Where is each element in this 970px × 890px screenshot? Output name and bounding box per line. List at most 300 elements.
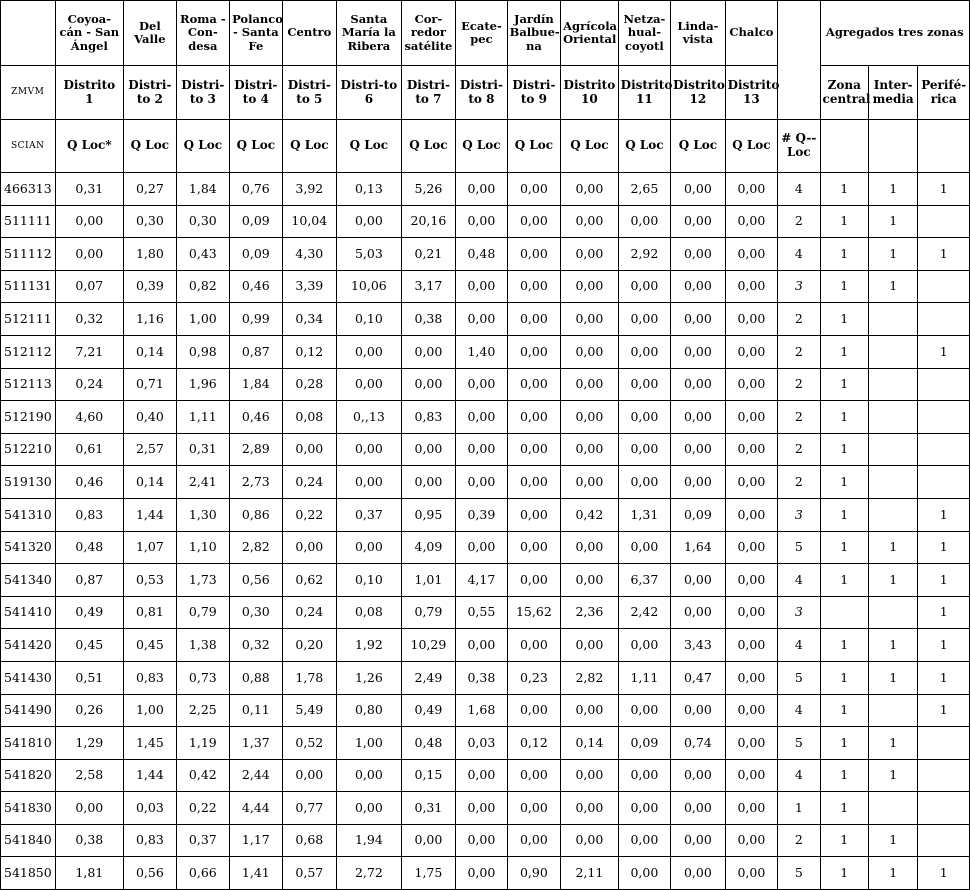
header-row-zones bbox=[1, 1, 970, 66]
aggregate-column-header: Inter-media bbox=[868, 66, 917, 120]
qloc-value: 0,76 bbox=[230, 173, 282, 206]
qloc-value: 0,00 bbox=[507, 531, 560, 564]
qloc-value: 0,38 bbox=[456, 661, 507, 694]
qloc-count: 2 bbox=[778, 303, 820, 336]
table-row bbox=[1, 759, 970, 792]
qloc-header: Q Loc bbox=[401, 120, 456, 173]
zone-flag: 1 bbox=[820, 792, 868, 825]
qloc-value: 0,31 bbox=[176, 433, 229, 466]
qloc-value: 0,00 bbox=[282, 531, 337, 564]
scian-code: 519130 bbox=[1, 466, 56, 499]
qloc-value: 0,00 bbox=[561, 335, 619, 368]
zone-flag: 1 bbox=[820, 857, 868, 890]
qloc-value: 0,00 bbox=[618, 792, 670, 825]
qloc-value: 1,75 bbox=[401, 857, 456, 890]
qloc-value: 0,00 bbox=[618, 694, 670, 727]
qloc-value: 1,68 bbox=[456, 694, 507, 727]
qloc-value: 0,00 bbox=[671, 466, 726, 499]
qloc-count: 4 bbox=[778, 694, 820, 727]
qloc-value: 0,00 bbox=[618, 629, 670, 662]
qloc-value: 0,00 bbox=[456, 205, 507, 238]
zone-flag: 1 bbox=[918, 857, 970, 890]
qloc-value: 0,00 bbox=[725, 759, 777, 792]
district-header: Distri-to 5 bbox=[282, 66, 337, 120]
qloc-value: 0,00 bbox=[401, 335, 456, 368]
qloc-value: 0,00 bbox=[725, 727, 777, 760]
zone-flag: 1 bbox=[820, 466, 868, 499]
qloc-count: 2 bbox=[778, 205, 820, 238]
qloc-value: 0,15 bbox=[401, 759, 456, 792]
qloc-value: 1,92 bbox=[337, 629, 402, 662]
qloc-value: 1,29 bbox=[55, 727, 124, 760]
zone-flag: 1 bbox=[820, 270, 868, 303]
scian-code: 541430 bbox=[1, 661, 56, 694]
zone-flag bbox=[918, 270, 970, 303]
qloc-value: 0,00 bbox=[507, 824, 560, 857]
qloc-value: 0,00 bbox=[671, 173, 726, 206]
table-row bbox=[1, 335, 970, 368]
qloc-header: Q Loc bbox=[507, 120, 560, 173]
zone-flag: 1 bbox=[820, 694, 868, 727]
qloc-value: 1,31 bbox=[618, 498, 670, 531]
district-header: Distrito 1 bbox=[55, 66, 124, 120]
qloc-value: 0,46 bbox=[230, 270, 282, 303]
qloc-value: 0,73 bbox=[176, 661, 229, 694]
table-row bbox=[1, 303, 970, 336]
qloc-count: 4 bbox=[778, 564, 820, 597]
qloc-value: 0,21 bbox=[401, 238, 456, 271]
qloc-count: 2 bbox=[778, 368, 820, 401]
aggregate-column-header: Zona central bbox=[820, 66, 868, 120]
qloc-value: 0,00 bbox=[671, 368, 726, 401]
zone-flag bbox=[918, 792, 970, 825]
qloc-value: 0,87 bbox=[230, 335, 282, 368]
qloc-value: 0,68 bbox=[282, 824, 337, 857]
qloc-count: 4 bbox=[778, 629, 820, 662]
qloc-value: 0,57 bbox=[282, 857, 337, 890]
qloc-value: 0,00 bbox=[456, 629, 507, 662]
qloc-value: 0,09 bbox=[618, 727, 670, 760]
scian-code: 541820 bbox=[1, 759, 56, 792]
qloc-value: 0,79 bbox=[401, 596, 456, 629]
table-row bbox=[1, 694, 970, 727]
zone-flag: 1 bbox=[868, 205, 917, 238]
qloc-count: 3 bbox=[778, 270, 820, 303]
qloc-value: 0,10 bbox=[337, 564, 402, 597]
qloc-value: 0,00 bbox=[618, 466, 670, 499]
qloc-value: 0,00 bbox=[561, 238, 619, 271]
qloc-value: 0,00 bbox=[456, 759, 507, 792]
qloc-value: 2,92 bbox=[618, 238, 670, 271]
qloc-value: 0,09 bbox=[230, 238, 282, 271]
qloc-value: 0,49 bbox=[55, 596, 124, 629]
qloc-value: 1,73 bbox=[176, 564, 229, 597]
qloc-value: 0,38 bbox=[55, 824, 124, 857]
zone-flag: 1 bbox=[820, 368, 868, 401]
qloc-value: 0,66 bbox=[176, 857, 229, 890]
qloc-value: 0,00 bbox=[456, 824, 507, 857]
qloc-value: 0,00 bbox=[507, 498, 560, 531]
qloc-value: 7,21 bbox=[55, 335, 124, 368]
qloc-value: 2,58 bbox=[55, 759, 124, 792]
qloc-value: 4,09 bbox=[401, 531, 456, 564]
qloc-value: 0,00 bbox=[618, 335, 670, 368]
qloc-value: 2,89 bbox=[230, 433, 282, 466]
zone-flag: 1 bbox=[820, 238, 868, 271]
qloc-value: 0,81 bbox=[124, 596, 176, 629]
qloc-value: 1,19 bbox=[176, 727, 229, 760]
qloc-value: 0,31 bbox=[55, 173, 124, 206]
zone-flag: 1 bbox=[820, 205, 868, 238]
qloc-header: Q Loc* bbox=[55, 120, 124, 173]
qloc-value: 0,80 bbox=[337, 694, 402, 727]
qloc-value: 0,30 bbox=[230, 596, 282, 629]
district-header: Distri-to 2 bbox=[124, 66, 176, 120]
qloc-value: 0,00 bbox=[507, 270, 560, 303]
qloc-value: 2,25 bbox=[176, 694, 229, 727]
table-row bbox=[1, 661, 970, 694]
qloc-value: 1,44 bbox=[124, 498, 176, 531]
qloc-value: 0,00 bbox=[725, 466, 777, 499]
district-header: Distri-to 3 bbox=[176, 66, 229, 120]
qloc-header: Q Loc bbox=[230, 120, 282, 173]
qloc-value: 0,34 bbox=[282, 303, 337, 336]
table-row bbox=[1, 824, 970, 857]
qloc-value: 0,00 bbox=[618, 759, 670, 792]
qloc-value: 0,00 bbox=[725, 205, 777, 238]
district-header: Distrito 12 bbox=[671, 66, 726, 120]
qloc-value: 0,00 bbox=[725, 335, 777, 368]
qloc-value: 0,00 bbox=[618, 433, 670, 466]
qloc-value: 0,11 bbox=[230, 694, 282, 727]
qloc-value: 10,04 bbox=[282, 205, 337, 238]
header-row-districts bbox=[1, 66, 970, 120]
qloc-header: Q Loc bbox=[671, 120, 726, 173]
qloc-value: 0,00 bbox=[507, 792, 560, 825]
qloc-value: 0,00 bbox=[671, 596, 726, 629]
qloc-value: 10,06 bbox=[337, 270, 402, 303]
qloc-value: 0,24 bbox=[282, 466, 337, 499]
qloc-value: 0,87 bbox=[55, 564, 124, 597]
qloc-value: 2,82 bbox=[230, 531, 282, 564]
qloc-value: 0,12 bbox=[282, 335, 337, 368]
qloc-value: 0,00 bbox=[725, 401, 777, 434]
table-row bbox=[1, 857, 970, 890]
qloc-value: 0,10 bbox=[337, 303, 402, 336]
qloc-value: 0,00 bbox=[337, 792, 402, 825]
qloc-value: 1,11 bbox=[176, 401, 229, 434]
qloc-value: 1,40 bbox=[456, 335, 507, 368]
header-row-qloc bbox=[1, 120, 970, 173]
zone-header: Cor-redor satélite bbox=[401, 1, 456, 66]
aggregate-blank-header bbox=[918, 120, 970, 173]
qloc-value: 0,52 bbox=[282, 727, 337, 760]
zone-flag bbox=[918, 205, 970, 238]
qloc-value: 0,00 bbox=[725, 661, 777, 694]
aggregate-blank-header bbox=[868, 120, 917, 173]
qloc-value: 0,40 bbox=[124, 401, 176, 434]
scian-code: 466313 bbox=[1, 173, 56, 206]
qloc-value: 0,00 bbox=[456, 531, 507, 564]
qloc-value: 1,80 bbox=[124, 238, 176, 271]
zone-flag bbox=[868, 694, 917, 727]
scian-code: 541840 bbox=[1, 824, 56, 857]
qloc-value: 0,00 bbox=[725, 792, 777, 825]
qloc-value: 0,83 bbox=[401, 401, 456, 434]
qloc-value: 0,00 bbox=[561, 205, 619, 238]
scian-code: 541850 bbox=[1, 857, 56, 890]
zone-flag: 1 bbox=[820, 564, 868, 597]
scian-code: 512210 bbox=[1, 433, 56, 466]
zone-flag: 1 bbox=[820, 335, 868, 368]
scian-code: 511131 bbox=[1, 270, 56, 303]
qloc-count: 2 bbox=[778, 824, 820, 857]
qloc-value: 15,62 bbox=[507, 596, 560, 629]
qloc-value: 1,16 bbox=[124, 303, 176, 336]
qloc-value: 0,95 bbox=[401, 498, 456, 531]
qloc-value: 2,42 bbox=[618, 596, 670, 629]
qloc-value: 1,37 bbox=[230, 727, 282, 760]
qloc-value: 5,49 bbox=[282, 694, 337, 727]
qloc-value: 0,32 bbox=[230, 629, 282, 662]
qloc-value: 0,00 bbox=[561, 629, 619, 662]
qloc-value: 4,17 bbox=[456, 564, 507, 597]
zone-flag: 1 bbox=[820, 531, 868, 564]
qloc-value: 1,00 bbox=[176, 303, 229, 336]
qloc-value: 0,55 bbox=[456, 596, 507, 629]
qloc-value: 0,23 bbox=[507, 661, 560, 694]
qloc-value: 0,30 bbox=[124, 205, 176, 238]
header-corner bbox=[1, 1, 56, 66]
qloc-value: 0,62 bbox=[282, 564, 337, 597]
scian-code: 512190 bbox=[1, 401, 56, 434]
qloc-value: 0,79 bbox=[176, 596, 229, 629]
qloc-header: Q Loc bbox=[282, 120, 337, 173]
qloc-value: 0,56 bbox=[124, 857, 176, 890]
table-row bbox=[1, 466, 970, 499]
qloc-header: Q Loc bbox=[456, 120, 507, 173]
qloc-value: 0,49 bbox=[401, 694, 456, 727]
zone-header: Roma - Con-desa bbox=[176, 1, 229, 66]
qloc-value: 0,83 bbox=[55, 498, 124, 531]
table-row bbox=[1, 498, 970, 531]
qloc-value: 0,00 bbox=[282, 759, 337, 792]
qloc-value: 1,84 bbox=[176, 173, 229, 206]
qloc-value: 0,00 bbox=[725, 173, 777, 206]
zone-flag: 1 bbox=[868, 238, 917, 271]
qloc-value: 0,00 bbox=[507, 433, 560, 466]
qloc-value: 0,00 bbox=[725, 303, 777, 336]
qloc-value: 1,84 bbox=[230, 368, 282, 401]
zone-header: Ecate-pec bbox=[456, 1, 507, 66]
zone-flag bbox=[868, 466, 917, 499]
zone-flag: 1 bbox=[918, 564, 970, 597]
zmvm-label: ZMVM bbox=[1, 66, 56, 120]
qloc-value: 0,00 bbox=[561, 792, 619, 825]
zone-flag: 1 bbox=[820, 401, 868, 434]
qloc-value: 0,53 bbox=[124, 564, 176, 597]
qloc-value: 0,08 bbox=[337, 596, 402, 629]
zone-flag: 1 bbox=[820, 498, 868, 531]
zone-flag: 1 bbox=[820, 303, 868, 336]
qloc-value: 0,00 bbox=[561, 173, 619, 206]
qloc-value: 1,01 bbox=[401, 564, 456, 597]
qloc-value: 0,12 bbox=[507, 727, 560, 760]
table-row bbox=[1, 238, 970, 271]
qloc-count: 2 bbox=[778, 335, 820, 368]
qloc-value: 0,38 bbox=[401, 303, 456, 336]
qloc-value: 0,98 bbox=[176, 335, 229, 368]
table-row bbox=[1, 629, 970, 662]
qloc-value: 0,00 bbox=[671, 238, 726, 271]
qloc-value: 0,61 bbox=[55, 433, 124, 466]
zone-flag bbox=[868, 596, 917, 629]
zone-flag: 1 bbox=[820, 629, 868, 662]
zone-flag bbox=[918, 401, 970, 434]
qloc-value: 0,00 bbox=[456, 368, 507, 401]
zone-flag bbox=[918, 433, 970, 466]
qloc-value: 0,86 bbox=[230, 498, 282, 531]
district-header: Distri-to 6 bbox=[337, 66, 402, 120]
qloc-value: 0,00 bbox=[725, 433, 777, 466]
qloc-value: 0,83 bbox=[124, 824, 176, 857]
zone-header: Agrícola Oriental bbox=[561, 1, 619, 66]
qloc-value: 0,07 bbox=[55, 270, 124, 303]
qloc-value: 0,43 bbox=[176, 238, 229, 271]
qloc-count: 5 bbox=[778, 661, 820, 694]
qloc-value: 0,00 bbox=[725, 824, 777, 857]
qloc-value: 1,41 bbox=[230, 857, 282, 890]
qloc-value: 1,44 bbox=[124, 759, 176, 792]
zone-flag: 1 bbox=[868, 727, 917, 760]
scian-code: 512111 bbox=[1, 303, 56, 336]
qloc-value: 0,90 bbox=[507, 857, 560, 890]
qloc-header: Q Loc bbox=[124, 120, 176, 173]
zone-flag bbox=[918, 727, 970, 760]
zone-flag bbox=[918, 368, 970, 401]
zone-flag: 1 bbox=[820, 173, 868, 206]
qloc-value: 0,74 bbox=[671, 727, 726, 760]
qloc-value: 0,00 bbox=[456, 173, 507, 206]
qloc-value: 0,00 bbox=[55, 205, 124, 238]
qloc-value: 0,00 bbox=[456, 433, 507, 466]
qloc-value: 0,00 bbox=[561, 303, 619, 336]
zone-flag bbox=[868, 401, 917, 434]
qloc-value: 0,00 bbox=[337, 759, 402, 792]
qloc-value: 0,82 bbox=[176, 270, 229, 303]
zone-flag: 1 bbox=[820, 661, 868, 694]
qloc-value: 0,24 bbox=[55, 368, 124, 401]
zone-flag: 1 bbox=[918, 335, 970, 368]
zone-flag bbox=[868, 368, 917, 401]
scian-code: 541320 bbox=[1, 531, 56, 564]
qloc-header: Q Loc bbox=[618, 120, 670, 173]
scian-code: 541830 bbox=[1, 792, 56, 825]
qloc-value: 0,22 bbox=[282, 498, 337, 531]
qloc-value: 0,00 bbox=[507, 238, 560, 271]
qloc-value: 0,00 bbox=[671, 564, 726, 597]
zone-flag: 1 bbox=[918, 498, 970, 531]
zone-flag: 1 bbox=[868, 661, 917, 694]
qloc-value: 0,00 bbox=[561, 368, 619, 401]
qloc-value: 0,32 bbox=[55, 303, 124, 336]
qloc-value: 0,24 bbox=[282, 596, 337, 629]
qloc-value: 0,00 bbox=[561, 759, 619, 792]
zone-flag: 1 bbox=[868, 824, 917, 857]
qloc-value: 0,00 bbox=[456, 270, 507, 303]
qloc-value: 0,00 bbox=[337, 205, 402, 238]
qloc-value: 0,00 bbox=[337, 466, 402, 499]
qloc-value: 0,00 bbox=[671, 759, 726, 792]
qloc-header: Q Loc bbox=[725, 120, 777, 173]
qloc-value: 1,45 bbox=[124, 727, 176, 760]
qloc-value: 0,39 bbox=[456, 498, 507, 531]
qloc-count: 4 bbox=[778, 759, 820, 792]
qloc-value: 0,00 bbox=[671, 694, 726, 727]
zone-header: Linda-vista bbox=[671, 1, 726, 66]
qloc-value: 0,46 bbox=[230, 401, 282, 434]
qloc-value: 0,09 bbox=[671, 498, 726, 531]
count-header: # Q--Loc bbox=[778, 120, 820, 173]
qloc-value: 0,00 bbox=[456, 857, 507, 890]
qloc-value: 0,00 bbox=[401, 433, 456, 466]
qloc-value: 0,14 bbox=[561, 727, 619, 760]
qloc-value: 0,46 bbox=[55, 466, 124, 499]
qloc-value: 2,72 bbox=[337, 857, 402, 890]
zone-flag bbox=[918, 824, 970, 857]
qloc-value: 2,65 bbox=[618, 173, 670, 206]
table-row bbox=[1, 270, 970, 303]
district-header: Distri-to 4 bbox=[230, 66, 282, 120]
qloc-value: 0,27 bbox=[124, 173, 176, 206]
zone-header: Netza-hual-coyotl bbox=[618, 1, 670, 66]
scian-code: 541490 bbox=[1, 694, 56, 727]
qloc-value: 0,42 bbox=[176, 759, 229, 792]
qloc-count: 3 bbox=[778, 596, 820, 629]
qloc-value: 5,26 bbox=[401, 173, 456, 206]
qloc-value: 0,00 bbox=[337, 531, 402, 564]
qloc-value: 4,30 bbox=[282, 238, 337, 271]
scian-code: 541410 bbox=[1, 596, 56, 629]
zone-flag: 1 bbox=[820, 759, 868, 792]
qloc-value: 0,00 bbox=[507, 564, 560, 597]
qloc-value: 0,00 bbox=[507, 205, 560, 238]
zone-header: Coyoa-cán - San Ángel bbox=[55, 1, 124, 66]
zone-flag: 1 bbox=[918, 531, 970, 564]
qloc-value: 0,37 bbox=[337, 498, 402, 531]
scian-code: 541310 bbox=[1, 498, 56, 531]
qloc-value: 0,00 bbox=[671, 335, 726, 368]
qloc-header: Q Loc bbox=[176, 120, 229, 173]
zone-flag bbox=[918, 466, 970, 499]
qloc-value: 0,39 bbox=[124, 270, 176, 303]
qloc-value: 0,20 bbox=[282, 629, 337, 662]
qloc-value: 0,03 bbox=[456, 727, 507, 760]
qloc-count: 2 bbox=[778, 433, 820, 466]
qloc-value: 1,00 bbox=[337, 727, 402, 760]
scian-code: 541810 bbox=[1, 727, 56, 760]
qloc-value: 1,00 bbox=[124, 694, 176, 727]
zone-flag bbox=[868, 303, 917, 336]
zone-flag bbox=[918, 303, 970, 336]
qloc-value: 0,00 bbox=[507, 466, 560, 499]
qloc-value: 0,77 bbox=[282, 792, 337, 825]
qloc-value: 0,00 bbox=[671, 857, 726, 890]
qloc-value: 0,00 bbox=[618, 531, 670, 564]
zone-flag: 1 bbox=[918, 173, 970, 206]
qloc-count: 1 bbox=[778, 792, 820, 825]
zone-header: Centro bbox=[282, 1, 337, 66]
